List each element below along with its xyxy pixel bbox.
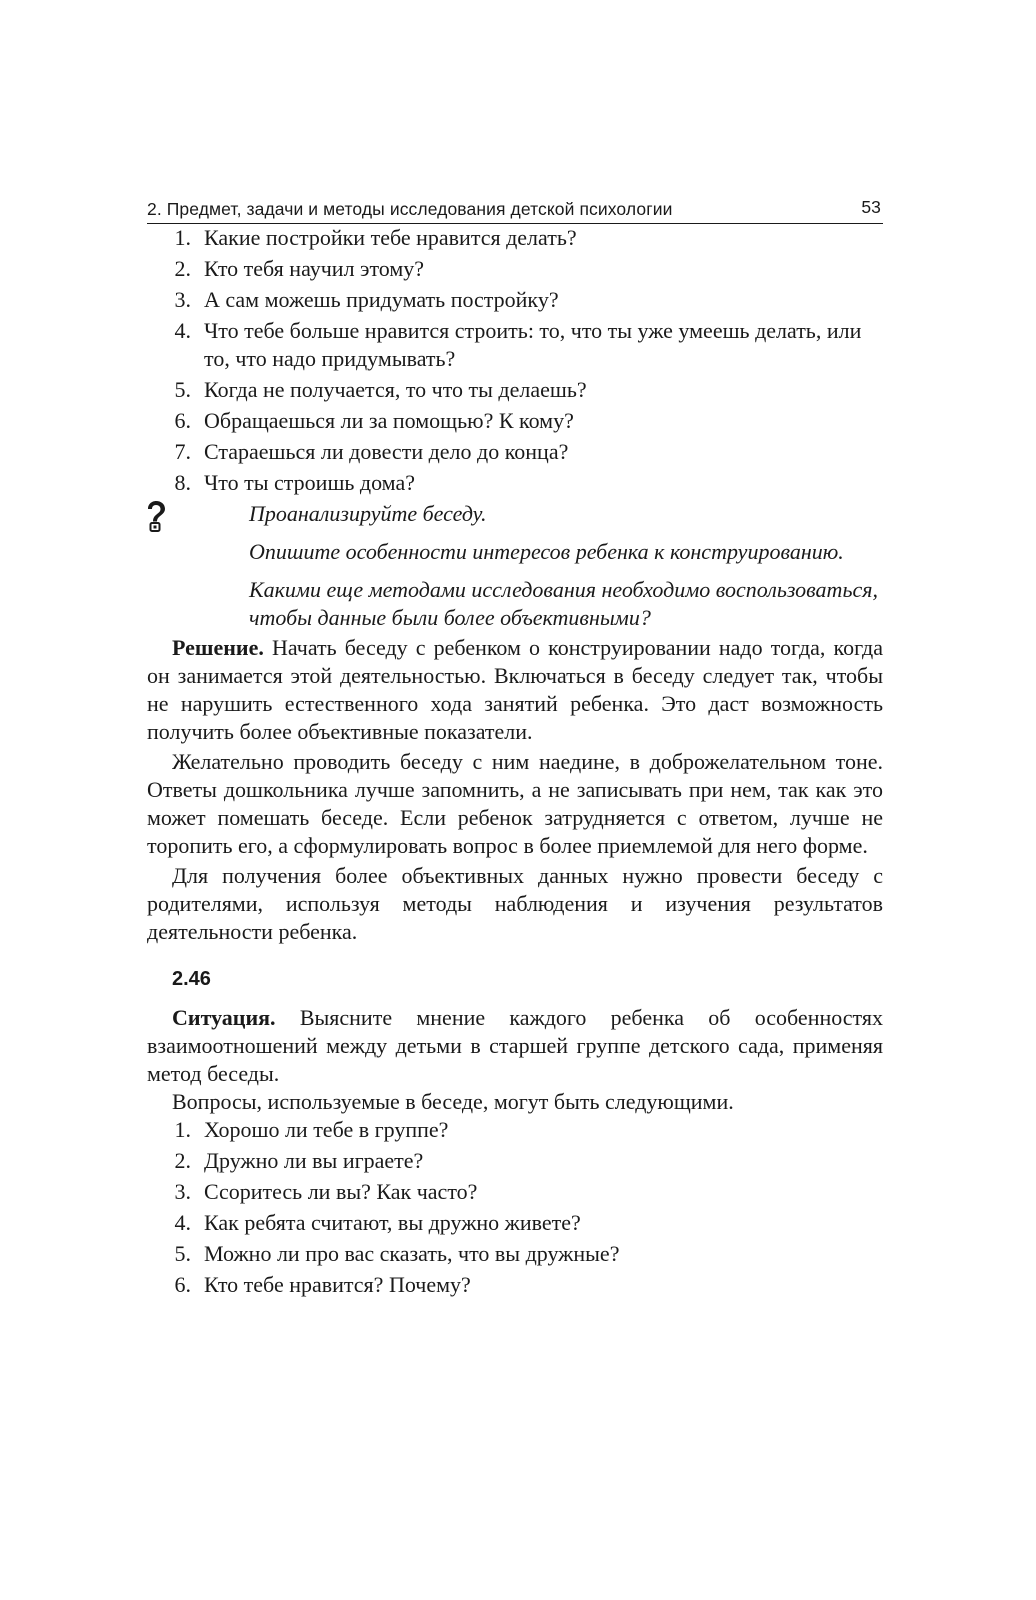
solution-paragraph: Решение. Начать беседу с ребенком о конструировании надо тогда, когда он занимается этой деятельностью. Включаться в беседу следует так, чтобы не нарушить естественного хода занятий ребенка. Это даст возможность получить более объективные показатели. (147, 635, 883, 744)
book-page (147, 193, 883, 1302)
question-text: Какими еще методами исследования необходимо воспользоваться, чтобы данные были более объективными? (249, 577, 878, 630)
solution-paragraph: Желательно проводить беседу с ним наедине, в доброжелательном тоне. Ответы дошкольника лучше запомнить, а не записывать при нем, так как это может помешать беседе. Если ребенок затрудняется с ответом, лучше не торопить его, а сформулировать вопрос в более приемлемой для него форме. (147, 749, 883, 858)
list-item: 1. Какие постройки тебе нравится делать? (174, 225, 577, 250)
relationship-questions-list (147, 1116, 883, 1299)
question-mark-icon (144, 500, 168, 532)
list-item: 6. Кто тебе нравится? Почему? (174, 1272, 471, 1297)
list-item: 4. Что тебе больше нравится строить: то, что ты уже умеешь делать, или то, что надо придумывать? (174, 318, 862, 371)
page-body (147, 224, 883, 1299)
list-item: 5. Когда не получается, то что ты делаешь? (174, 377, 587, 402)
situation-label: Ситуация. (172, 1005, 276, 1030)
page-number: 53 (861, 197, 881, 217)
question-text: Проанализируйте беседу. (249, 501, 487, 526)
solution-paragraph: Для получения более объективных данных нужно провести беседу с родителями, используя методы наблюдения и изучения результатов деятельности ребенка. (147, 863, 883, 944)
construction-questions-list (147, 224, 883, 497)
situation-intro: Вопросы, используемые в беседе, могут быть следующими. (172, 1089, 734, 1114)
solution-label: Решение. (172, 635, 264, 660)
list-item: 1. Хорошо ли тебе в группе? (174, 1117, 449, 1142)
list-item: 6. Обращаешься ли за помощью? К кому? (174, 408, 574, 433)
question-text: Опишите особенности интересов ребенка к конструированию. (249, 539, 844, 564)
list-item: 4. Как ребята считают, вы дружно живете? (174, 1210, 581, 1235)
running-header (147, 193, 883, 224)
list-item: 2. Дружно ли вы играете? (174, 1148, 424, 1173)
list-item: 7. Стараешься ли довести дело до конца? (174, 439, 569, 464)
situation-paragraph: Ситуация. Выясните мнение каждого ребенка об особенностях взаимоотношений между детьми в старшей группе детского сада, применяя метод беседы. (147, 1005, 883, 1086)
questions-block (147, 500, 883, 632)
section-number: 2.46 (172, 968, 211, 990)
list-item: 2. Кто тебя научил этому? (174, 256, 425, 281)
list-item: 8. Что ты строишь дома? (174, 470, 415, 495)
chapter-title: 2. Предмет, задачи и методы исследования детской психологии (147, 199, 673, 219)
list-item: 5. Можно ли про вас сказать, что вы дружные? (174, 1241, 620, 1266)
list-item: 3. А сам можешь придумать постройку? (174, 287, 559, 312)
list-item: 3. Ссоритесь ли вы? Как часто? (174, 1179, 478, 1204)
